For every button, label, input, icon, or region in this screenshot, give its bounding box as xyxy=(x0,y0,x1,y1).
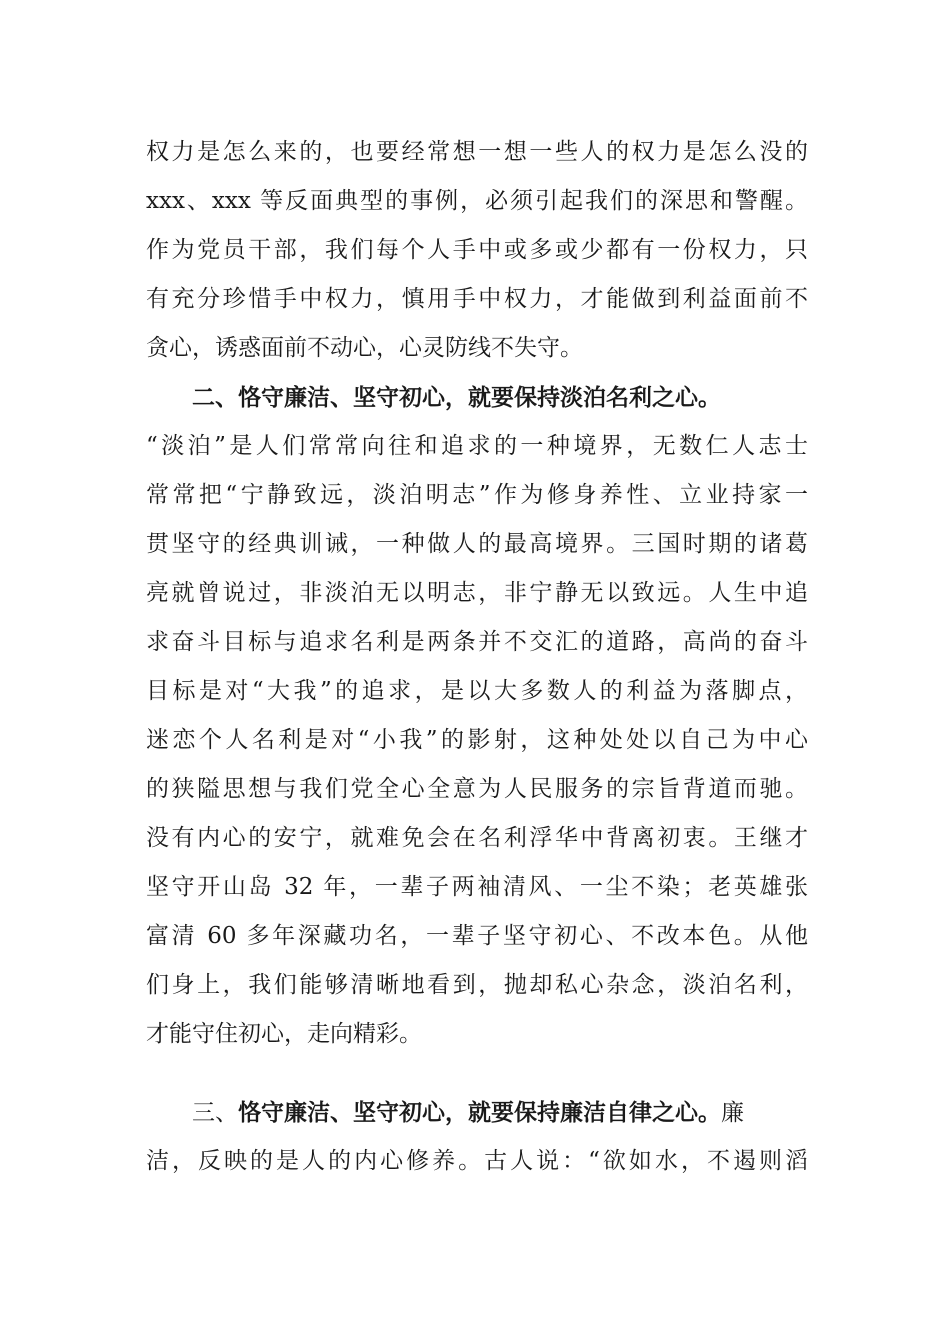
paragraph-line: 目标是对“大我”的追求，是以大多数人的利益为落脚点， xyxy=(146,678,808,704)
paragraph-line: “淡泊”是人们常常向往和追求的一种境界，无数仁人志士 xyxy=(146,433,808,459)
paragraph-line: 富清 60 多年深藏功名，一辈子坚守初心、不改本色。从他 xyxy=(146,923,808,949)
section-heading-3 xyxy=(146,1088,808,1137)
paragraph-line: 有充分珍惜手中权力，慎用手中权力，才能做到利益面前不 xyxy=(146,286,808,312)
heading-tail: 廉 xyxy=(721,1100,744,1126)
paragraph-line: 贯坚守的经典训诫，一种做人的最高境界。三国时期的诸葛 xyxy=(146,531,808,557)
paragraph-line: 亮就曾说过，非淡泊无以明志，非宁静无以致远。人生中追 xyxy=(146,580,808,606)
paragraph-line: 的狭隘思想与我们党全心全意为人民服务的宗旨背道而驰。 xyxy=(146,776,808,802)
paragraph-1 xyxy=(146,128,808,373)
section-heading-2: 二、恪守廉洁、坚守初心，就要保持淡泊名利之心。 xyxy=(192,384,721,411)
paragraph-line: 贪心，诱惑面前不动心，心灵防线不失守。 xyxy=(146,335,583,361)
paragraph-line: 常常把“宁静致远，淡泊明志”作为修身养性、立业持家一 xyxy=(146,482,808,508)
heading-prefix: 三、 xyxy=(192,1100,238,1126)
heading-bold-text: 恪守廉洁、坚守初心，就要保持廉洁自律之心。 xyxy=(238,1099,721,1126)
paragraph-line: 才能守住初心，走向精彩。 xyxy=(146,1021,422,1047)
paragraph-line: 洁，反映的是人的内心修养。古人说：“欲如水，不遏则滔 xyxy=(146,1148,808,1174)
paragraph-line: 坚守开山岛 32 年，一辈子两袖清风、一尘不染；老英雄张 xyxy=(146,874,808,900)
paragraph-2 xyxy=(146,373,808,1059)
paragraph-line: 求奋斗目标与追求名利是两条并不交汇的道路，高尚的奋斗 xyxy=(146,629,808,655)
paragraph-line: 迷恋个人名利是对“小我”的影射，这种处处以自己为中心 xyxy=(146,727,808,753)
paragraph-line: xxx、xxx 等反面典型的事例，必须引起我们的深思和警醒。 xyxy=(146,188,808,214)
paragraph-line: 没有内心的安宁，就难免会在名利浮华中背离初衷。王继才 xyxy=(146,825,808,851)
paragraph-line: 作为党员干部，我们每个人手中或多或少都有一份权力，只 xyxy=(146,237,808,263)
paragraph-line: 们身上，我们能够清晰地看到，抛却私心杂念，淡泊名利， xyxy=(146,972,808,998)
paragraph-3 xyxy=(146,1088,808,1186)
paragraph-line: 权力是怎么来的，也要经常想一想一些人的权力是怎么没的 xyxy=(146,139,808,165)
